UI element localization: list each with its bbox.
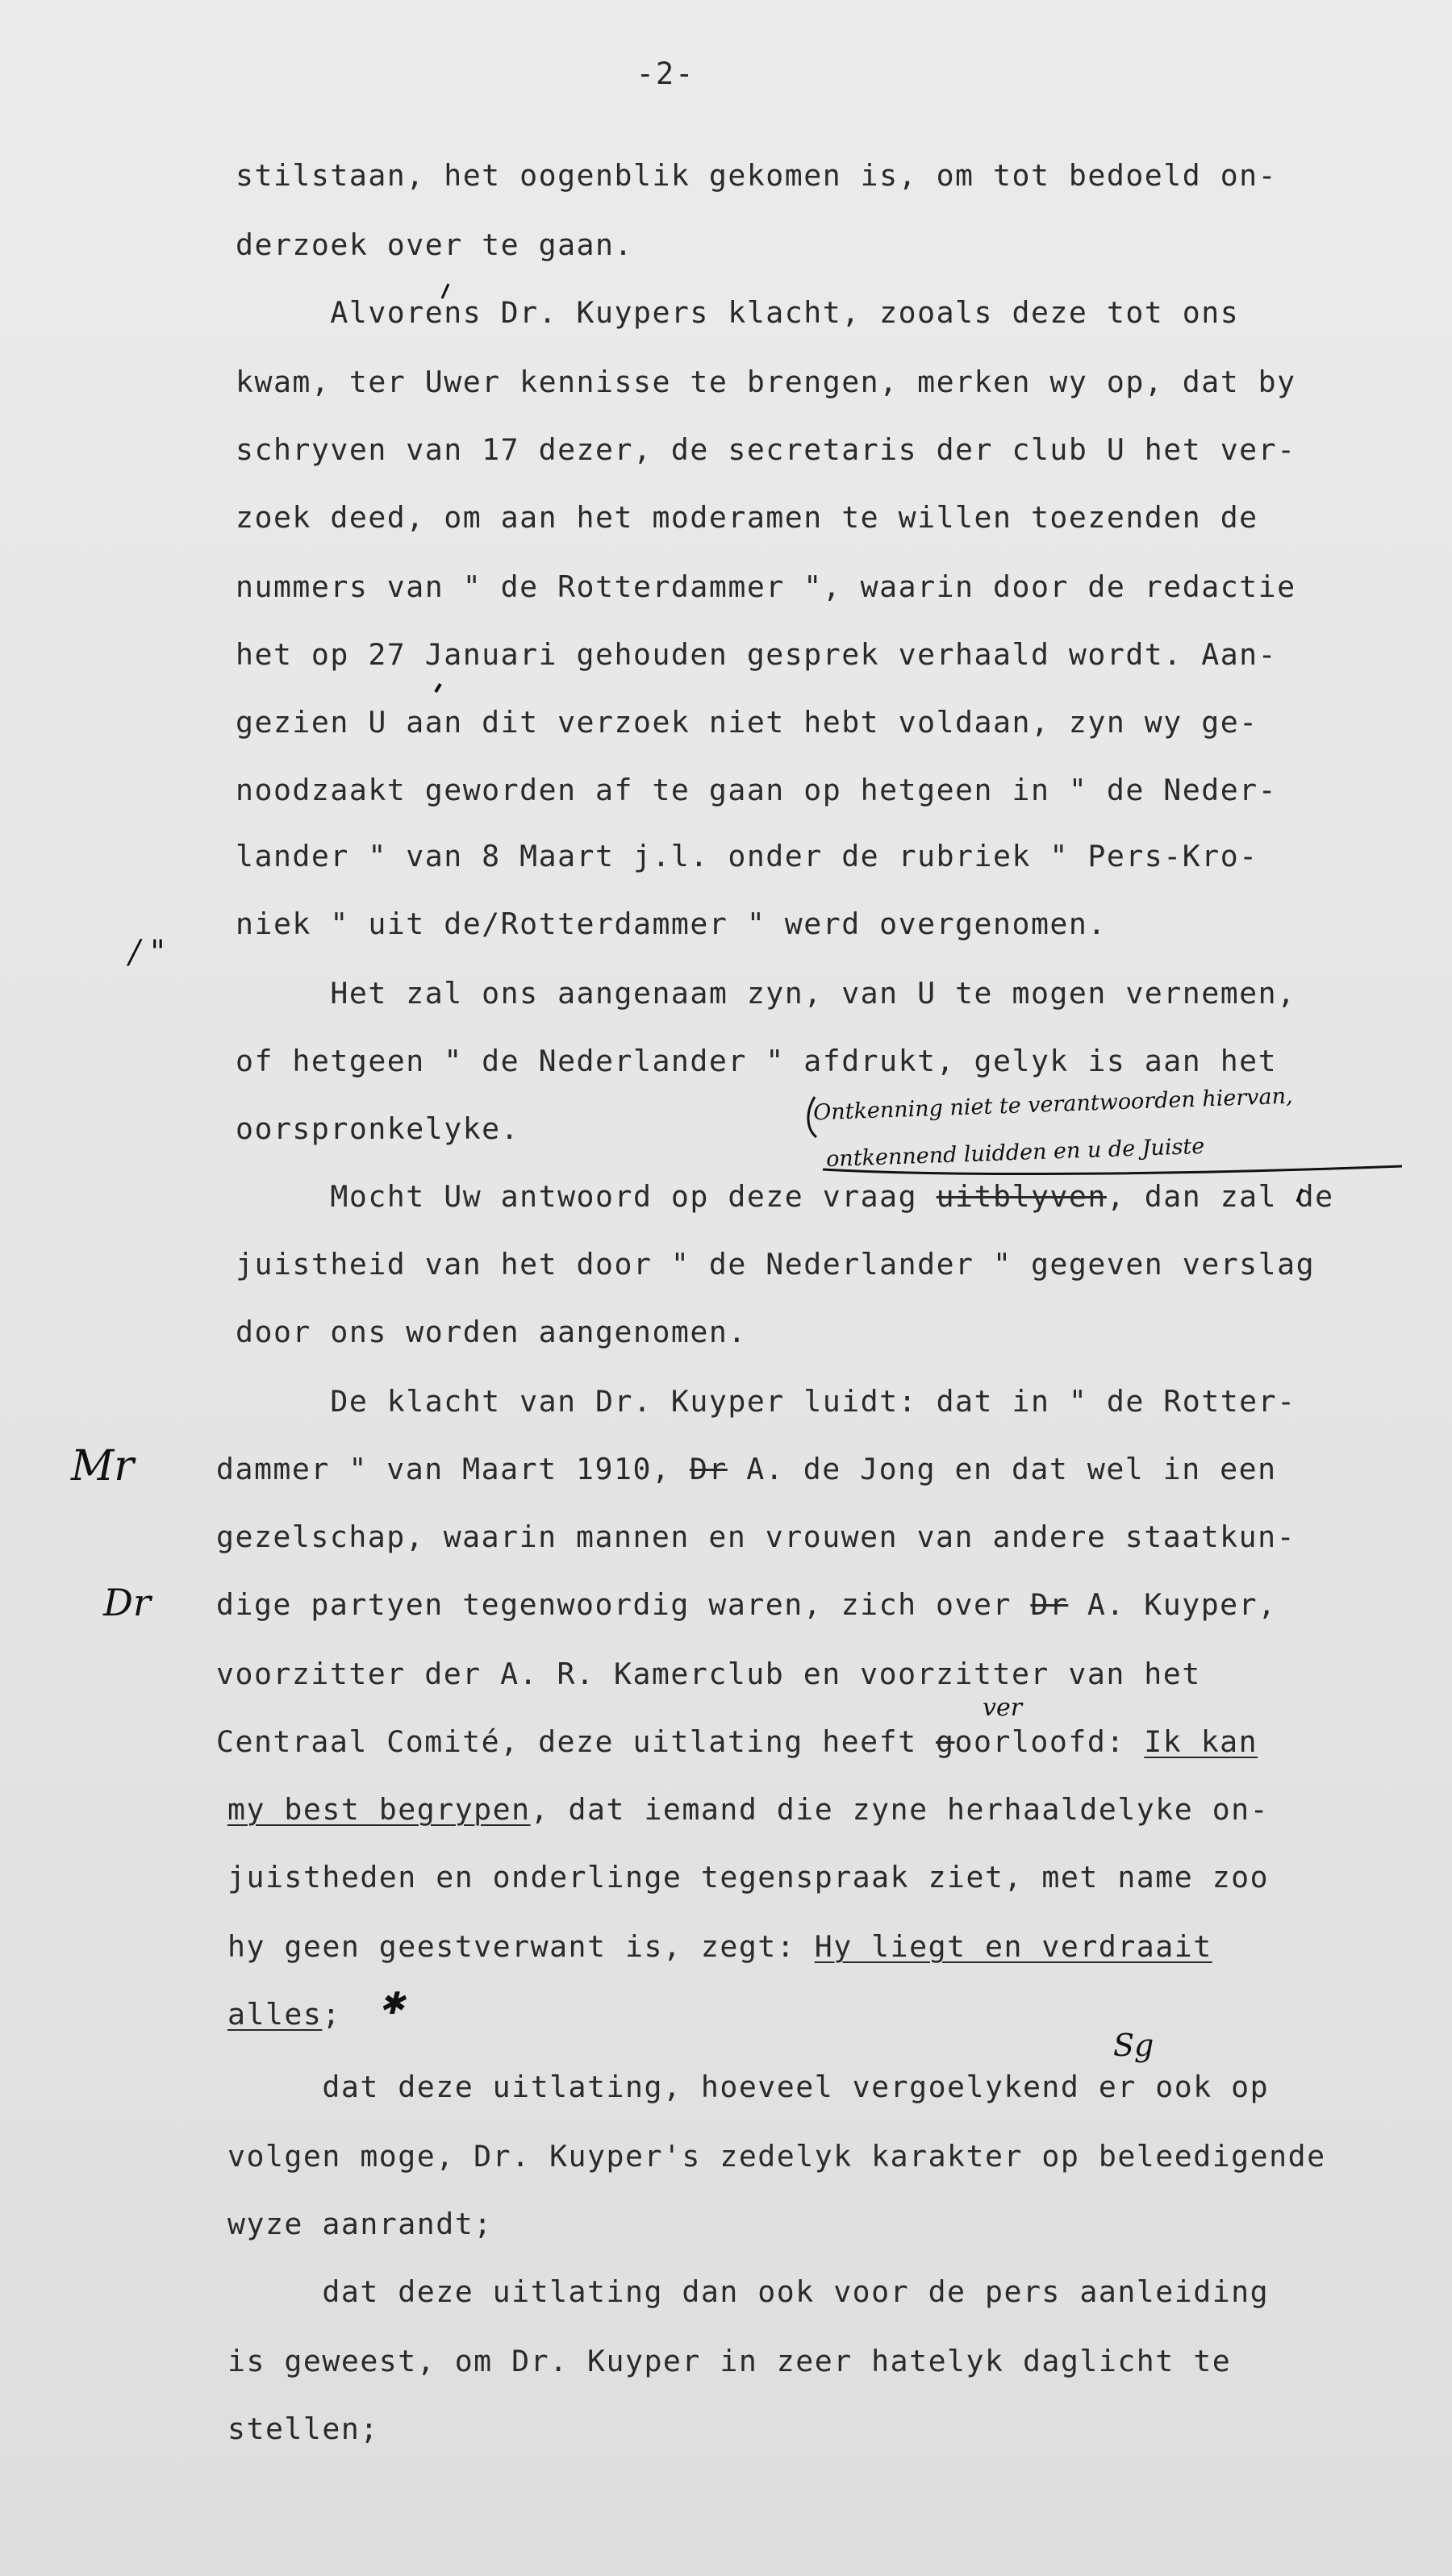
text-line: dige partyen tegenwoordig waren, zich over Dr A. Kuyper, [216, 1587, 1277, 1622]
underlined-text: Ik kan [1144, 1724, 1258, 1759]
text-line: dat deze uitlating, hoeveel vergoelykend er ook op [227, 2070, 1270, 2104]
page-number: -2- [636, 56, 695, 91]
struck-word: uitblyven [936, 1179, 1107, 1214]
struck-word: g [936, 1724, 955, 1759]
text-line: kwam, ter Uwer kennisse te brengen, merken wy op, dat by [236, 365, 1296, 399]
text-line: Centraal Comité, deze uitlating heeft goorloofd: Ik kan [216, 1724, 1258, 1759]
text-line: Alvorens Dr. Kuypers klacht, zooals deze tot ons [236, 295, 1240, 330]
text-line: lander " van 8 Maart j.l. onder de rubriek " Pers-Kro- [236, 839, 1258, 873]
text-line: gezelschap, waarin mannen en vrouwen van andere staatkun- [216, 1519, 1296, 1554]
margin-note-mr: Mr [71, 1442, 135, 1490]
margin-note-dr: Dr [103, 1581, 151, 1624]
text-line: wyze aanrandt; [227, 2207, 493, 2241]
handwritten-insertion-line2: ontkennend luidden en u de Juiste [825, 1133, 1205, 1173]
text-line: Het zal ons aangenaam zyn, van U te mogen vernemen, [236, 976, 1296, 1011]
text-line: is geweest, om Dr. Kuyper in zeer hatelyk daglicht te [227, 2344, 1232, 2378]
text-line: noodzaakt geworden af te gaan op hetgeen in " de Neder- [236, 773, 1278, 807]
text-line: Mocht Uw antwoord op deze vraag uitblyven, dan zal de [236, 1179, 1334, 1214]
text-line: of hetgeen " de Nederlander " afdrukt, gelyk is aan het [236, 1044, 1278, 1078]
text-line: hy geen geestverwant is, zegt: Hy liegt en verdraait [227, 1929, 1212, 1964]
text-line: voorzitter der A. R. Kamerclub en voorzitter van het [216, 1657, 1201, 1691]
caret-mark [436, 684, 440, 692]
struck-word: Dr [689, 1452, 728, 1486]
text-line: schryven van 17 dezer, de secretaris der club U het ver- [236, 432, 1296, 467]
text-line: dat deze uitlating dan ook voor de pers aanleiding [227, 2274, 1270, 2309]
handwritten-correction-sg: Sg [1113, 2028, 1154, 2063]
text-line: door ons worden aangenomen. [236, 1315, 747, 1349]
struck-word: Dr [1030, 1587, 1069, 1622]
text-line: my best begrypen, dat iemand die zyne herhaaldelyke on- [227, 1792, 1270, 1827]
text-line: derzoek over te gaan. [236, 227, 633, 262]
text-line: juistheid van het door " de Nederlander " gegeven verslag [236, 1247, 1316, 1282]
margin-mark: / " [129, 934, 165, 971]
text-line: volgen moge, Dr. Kuyper's zedelyk karakter op beleedigende [227, 2139, 1326, 2174]
text-line: dammer " van Maart 1910, Dr A. de Jong en dat wel in een [216, 1452, 1277, 1486]
text-line: oorspronkelyke. [236, 1111, 520, 1146]
text-line: stilstaan, het oogenblik gekomen is, om tot bedoeld on- [236, 158, 1278, 193]
text-line: nummers van " de Rotterdammer ", waarin door de redactie [236, 569, 1296, 604]
text-line: alles; [227, 1997, 341, 2032]
text-line: het op 27 Januari gehouden gesprek verhaald wordt. Aan- [236, 637, 1278, 672]
insertion-star-mark: ✱ [379, 1986, 405, 2021]
underlined-text: alles [227, 1997, 323, 2032]
underlined-text: my best begrypen [227, 1792, 531, 1827]
text-line: gezien U aan dit verzoek niet hebt voldaan, zyn wy ge- [236, 705, 1258, 740]
text-line: stellen; [227, 2411, 379, 2446]
underlined-text: Hy liegt en verdraait [814, 1929, 1212, 1964]
handwritten-correction-ver: ver [983, 1694, 1023, 1722]
text-line: juistheden en onderlinge tegenspraak ziet, met name zoo [227, 1860, 1270, 1894]
text-line: De klacht van Dr. Kuyper luidt: dat in " de Rotter- [236, 1384, 1296, 1419]
text-line: zoek deed, om aan het moderamen te willen toezenden de [236, 500, 1258, 535]
handwritten-insertion-line1: Ontkenning niet te verantwoorden hiervan, [812, 1083, 1294, 1126]
text-line: niek " uit de/Rotterdammer " werd overgenomen. [236, 907, 1107, 941]
